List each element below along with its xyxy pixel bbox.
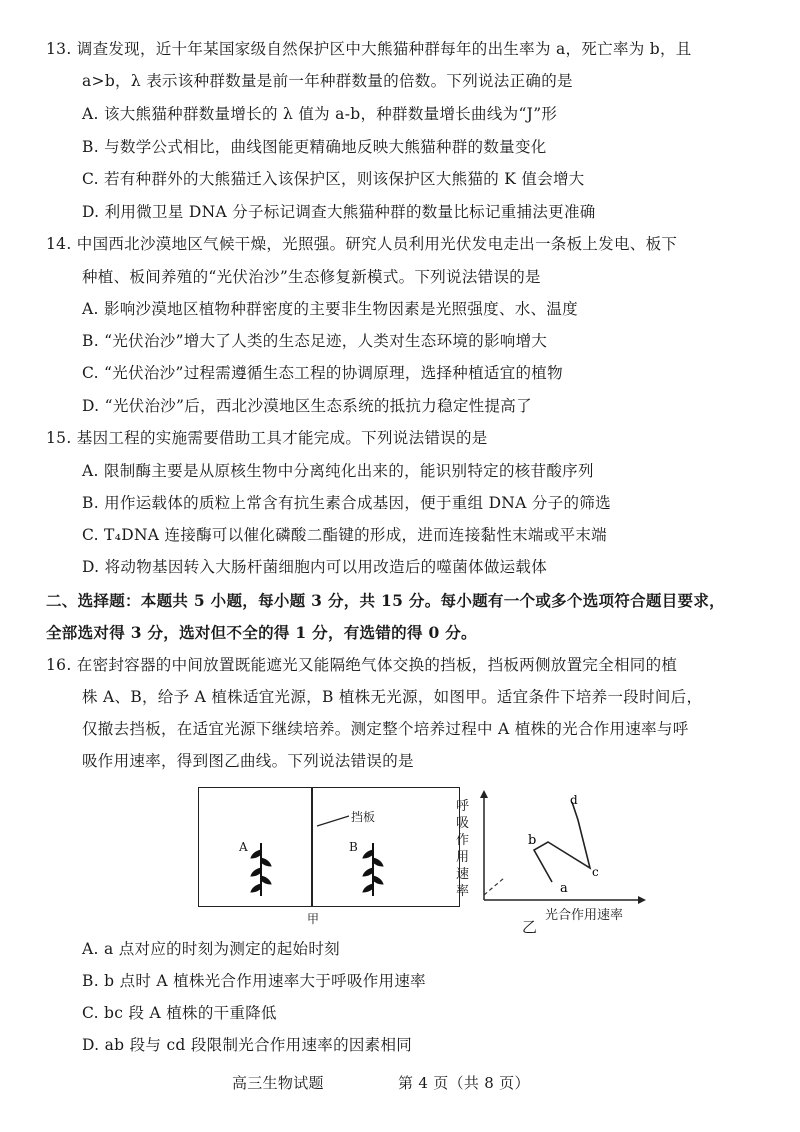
plant-a-label: A [239, 840, 248, 854]
point-d-label: d [570, 793, 578, 807]
q15-stem: 15. 基因工程的实施需要借助工具才能完成。下列说法错误的是 [46, 429, 488, 447]
q14-option-b: B. “光伏治沙”增大了人类的生态足迹，人类对生态环境的影响增大 [82, 332, 548, 350]
figure-a-caption: 甲 [307, 912, 320, 926]
q16-stem-line1: 16. 在密封容器的中间放置既能遮光又能隔绝气体交换的挡板，挡板两侧放置完全相同的植 [46, 656, 678, 674]
q13-stem-line1: 13. 调查发现，近十年某国家级自然保护区中大熊猫种群每年的出生率为 a，死亡率为 b，且 [46, 40, 692, 58]
plant-b-label: B [349, 840, 358, 854]
section-two-heading: 二、选择题：本题共 5 小题，每小题 3 分，共 15 分。每小题有一个或多个选项符合题目要求， [46, 591, 725, 610]
q15-option-b: B. 用作运载体的质粒上常含有抗生素合成基因，便于重组 DNA 分子的筛选 [82, 494, 611, 512]
reference-dashed-line [484, 878, 504, 895]
q15-option-a: A. 限制酶主要是从原核生物中分离纯化出来的，能识别特定的核苷酸序列 [82, 462, 594, 480]
q13-option-d: D. 利用微卫星 DNA 分子标记调查大熊猫种群的数量比标记重捕法更准确 [82, 203, 596, 221]
board-pointer-line [317, 816, 349, 826]
x-axis-label: 光合作用速率 [545, 908, 624, 923]
q16-stem-line3: 仅撤去挡板，在适宜光源下继续培养。测定整个培养过程中 A 植株的光合作用速率与呼 [82, 720, 689, 738]
q16-stem-line4: 吸作用速率，得到图乙曲线。下列说法错误的是 [82, 752, 414, 770]
footer-subject: 高三生物试题 [232, 1074, 324, 1092]
y-axis-arrow [480, 790, 488, 798]
q13-option-b: B. 与数学公式相比，曲线图能更精确地反映大熊猫种群的数量变化 [82, 138, 547, 156]
figure-b-chart [470, 790, 650, 920]
figure-b-caption: 乙 [522, 918, 538, 936]
plant-a-icon [251, 843, 271, 896]
q16-option-c: C. bc 段 A 植株的干重降低 [82, 1004, 277, 1022]
figure-a-drawing [199, 788, 461, 908]
q13-option-c: C. 若有种群外的大熊猫迁入该保护区，则该保护区大熊猫的 K 值会增大 [82, 170, 585, 188]
x-axis-arrow [638, 896, 646, 904]
q16-stem-line2: 株 A、B，给予 A 植株适宜光源，B 植株无光源，如图甲。适宜条件下培养一段时间后， [82, 688, 703, 706]
q13-stem-line2: a>b，λ 表示该种群数量是前一年种群数量的倍数。下列说法正确的是 [82, 72, 573, 90]
figure-a-container [198, 787, 460, 907]
q16-option-b: B. b 点时 A 植株光合作用速率大于呼吸作用速率 [82, 972, 426, 990]
footer-page-number: 第 4 页（共 8 页） [398, 1074, 530, 1092]
q14-option-a: A. 影响沙漠地区植物种群密度的主要非生物因素是光照强度、水、温度 [82, 300, 578, 318]
q14-option-d: D. “光伏治沙”后，西北沙漠地区生态系统的抵抗力稳定性提高了 [82, 397, 532, 415]
q14-option-c: C. “光伏治沙”过程需遵循生态工程的协调原理，选择种植适宜的植物 [82, 364, 563, 382]
q16-option-d: D. ab 段与 cd 段限制光合作用速率的因素相同 [82, 1036, 413, 1054]
point-b-label: b [528, 833, 537, 848]
point-a-label: a [560, 881, 568, 896]
q14-stem-line2: 种植、板间养殖的“光伏治沙”生态修复新模式。下列说法错误的是 [82, 268, 541, 286]
q14-stem-line1: 14. 中国西北沙漠地区气候干燥，光照强。研究人员利用光伏发电走出一条板上发电、板下 [46, 235, 678, 253]
rate-curve [534, 802, 590, 882]
plant-b-icon [363, 843, 383, 896]
q15-option-c: C. T₄DNA 连接酶可以催化磷酸二酯键的形成，进而连接黏性末端或平末端 [82, 526, 607, 544]
q15-option-d: D. 将动物基因转入大肠杆菌细胞内可以用改造后的噬菌体做运载体 [82, 558, 548, 576]
board-label: 挡板 [351, 810, 376, 824]
section-two-instructions: 全部选对得 3 分，选对但不全的得 1 分，有选错的得 0 分。 [46, 623, 477, 642]
point-c-label: c [592, 865, 599, 879]
q13-option-a: A. 该大熊猫种群数量增长的 λ 值为 a-b，种群数量增长曲线为“J”形 [82, 105, 558, 123]
q16-option-a: A. a 点对应的时刻为测定的起始时刻 [82, 940, 340, 958]
y-axis-label: 呼吸作用速率 [456, 799, 470, 899]
